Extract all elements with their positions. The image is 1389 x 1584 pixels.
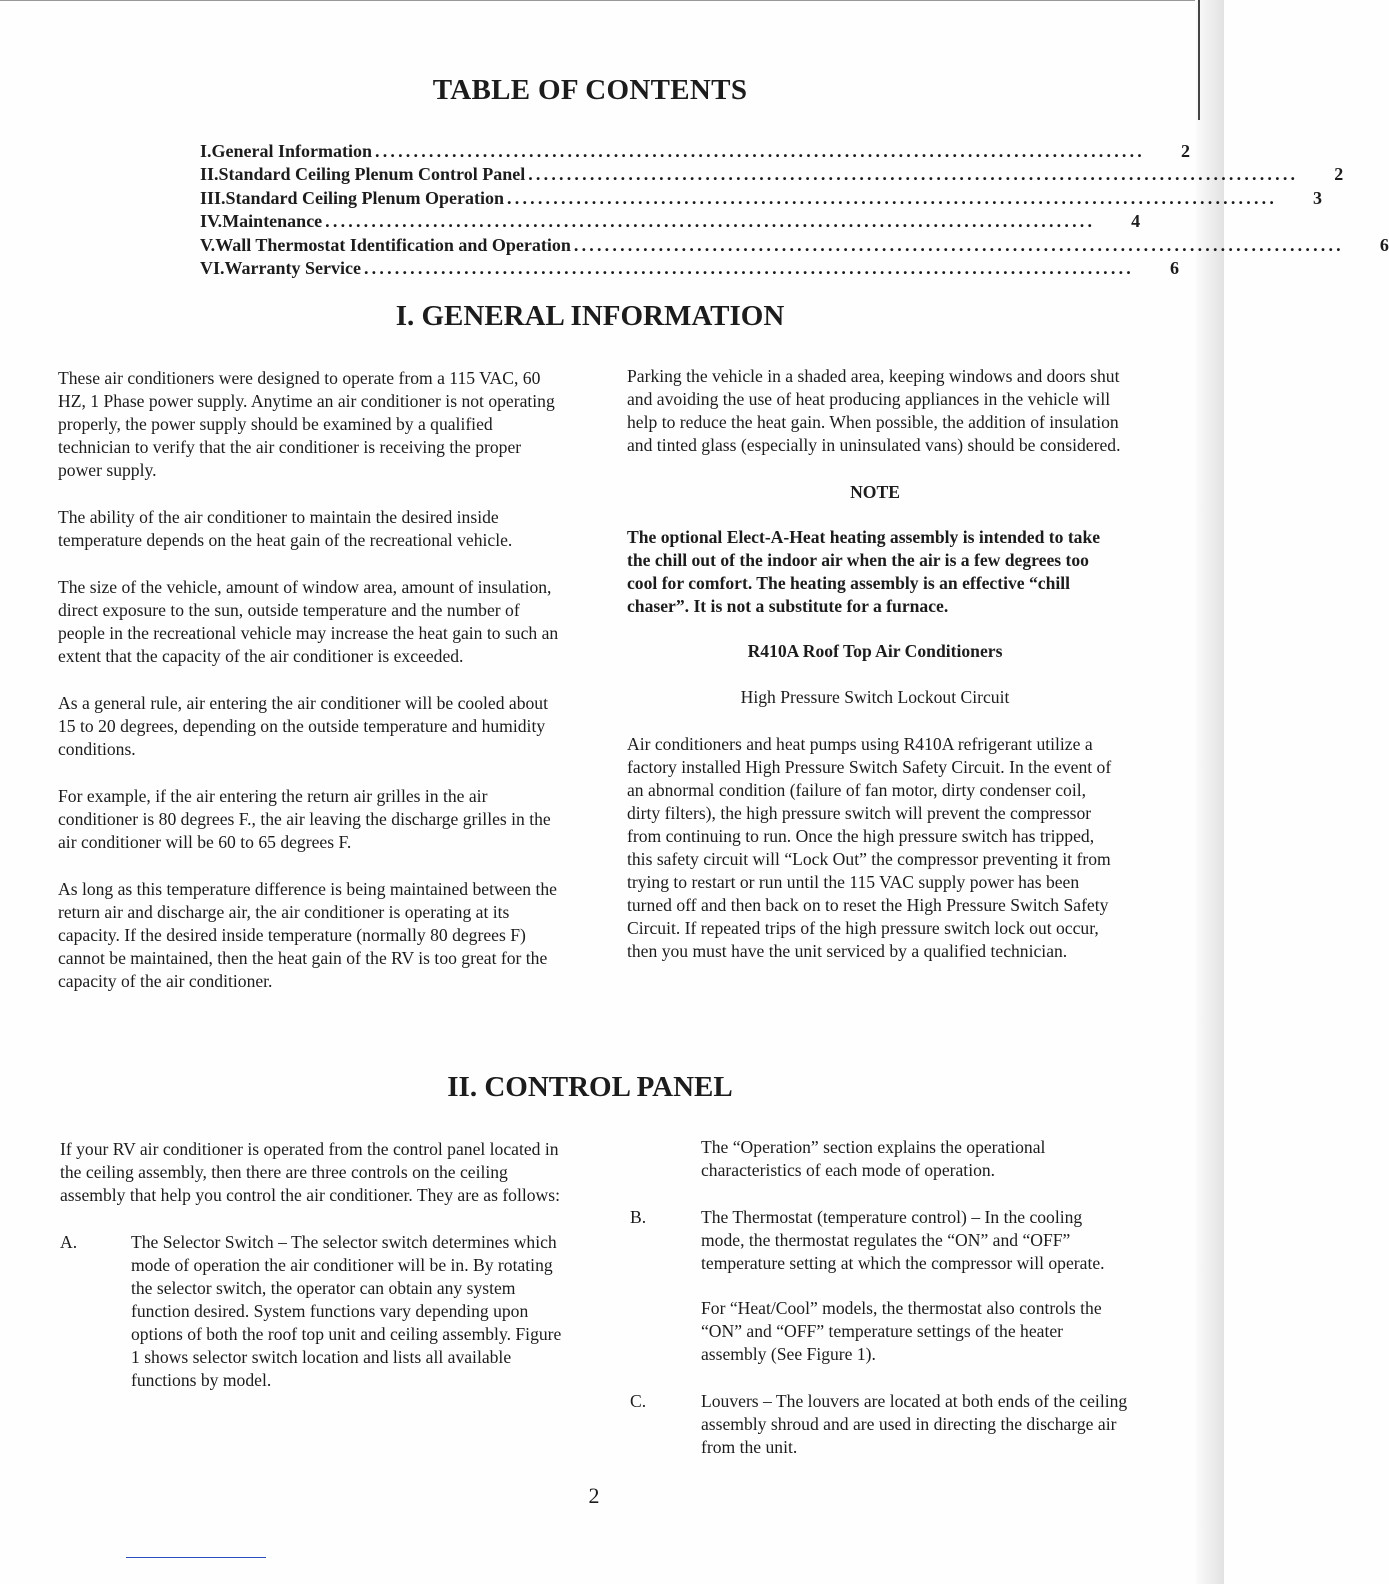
- toc-entry-number: V.: [200, 234, 216, 255]
- general-info-left-column: [58, 367, 563, 1017]
- toc-entry-title: General Information: [211, 141, 372, 161]
- control-item-c: [630, 1390, 1130, 1459]
- paragraph: The “Operation” section explains the operational characteristics of each mode of operation.: [701, 1137, 1046, 1180]
- paragraph: For example, if the air entering the return air grilles in the air conditioner is 80 degrees F., the air leaving the discharge grilles in the air conditioner will be 60 to 65 degrees F.: [58, 786, 551, 852]
- paragraph: Parking the vehicle in a shaded area, keeping windows and doors shut and avoiding the use of heat producing appliances in the vehicle will help to reduce the heat gain. When possible, the addition of insulation and tinted glass (especially in uninsulated vans) should be considered.: [627, 366, 1121, 455]
- control-panel-left-column: [60, 1138, 565, 1392]
- paragraph: Air conditioners and heat pumps using R410A refrigerant utilize a factory installed High Pressure Switch Safety Circuit. In the event of an abnormal condition (failure of fan motor, dirty condenser coil, dirty filters), the high pressure switch will prevent the compressor from continuing to run. Once the high pressure switch has tripped, this safety circuit will “Lock Out” the compressor preventing it from trying to restart or run until the 115 VAC supply power has been turned off and then back on to reset the High Pressure Switch Safety Circuit. If repeated trips of the high pressure switch lock out occur, then you must have the unit serviced by a qualified technician.: [627, 734, 1112, 961]
- toc-leader-dots: ....................................................................................................: [573, 234, 1344, 255]
- item-text: The Selector Switch – The selector switch determines which mode of operation the air conditioner will be in. By rotating the selector switch, the operator can obtain any system function desired. System functions vary depending upon options of both the roof top unit and ceiling assembly. Figure 1 shows selector switch location and lists all available functions by model.: [131, 1232, 562, 1390]
- toc-entry-title: Maintenance: [222, 211, 323, 232]
- footnote-rule: [126, 1557, 266, 1558]
- item-letter: C.: [630, 1391, 647, 1411]
- toc-entry[interactable]: [200, 211, 1141, 234]
- toc-entry-page: 2: [1334, 164, 1344, 185]
- section-heading-control-panel: II. CONTROL PANEL: [447, 1071, 733, 1103]
- toc-entry[interactable]: [200, 257, 1179, 281]
- paragraph: If your RV air conditioner is operated from the control panel located in the ceiling assembly, then there are three controls on the ceiling assembly that help you control the air conditioner. They are as follows:: [60, 1139, 560, 1205]
- toc-leader-dots: ....................................................................................................: [325, 211, 1096, 232]
- page-edge-mark: [1198, 0, 1200, 120]
- toc-entry-page: 2: [1181, 141, 1190, 161]
- paragraph: As a general rule, air entering the air conditioner will be cooled about 15 to 20 degrees, depending on the outside temperature and humidity conditions.: [58, 693, 548, 759]
- paragraph: The ability of the air conditioner to maintain the desired inside temperature depends on the heat gain of the recreational vehicle.: [58, 507, 513, 550]
- toc-entry-page: 6: [1379, 234, 1389, 255]
- item-letter: B.: [630, 1207, 647, 1227]
- toc-entry[interactable]: [200, 164, 1344, 187]
- toc-title: TABLE OF CONTENTS: [432, 74, 748, 106]
- toc-entry-page: 6: [1169, 257, 1179, 278]
- control-item-b: [630, 1206, 1130, 1275]
- r410a-subheading: High Pressure Switch Lockout Circuit: [740, 687, 1010, 707]
- toc-leader-dots: ....................................................................................................: [528, 164, 1299, 185]
- note-body: The optional Elect-A-Heat heating assembly is intended to take the chill out of the indoor air when the air is a few degrees too cool for comfort. The heating assembly is an effective “chill chaser”. It is not a substitute for a furnace.: [627, 527, 1101, 616]
- toc-entry[interactable]: [200, 234, 1389, 258]
- top-edge-line: [0, 0, 1195, 1]
- toc-entry-number: I.: [200, 141, 212, 161]
- r410a-heading: R410A Roof Top Air Conditioners: [747, 641, 1003, 661]
- toc-entry-title: Wall Thermostat Identification and Operation: [215, 234, 571, 255]
- paragraph: As long as this temperature difference is being maintained between the return air and discharge air, the air conditioner is operating at its capacity. If the desired inside temperature (normally 80 degrees F) cannot be maintained, then the heat gain of the RV is too great for the capacity of the air conditioner.: [58, 879, 557, 991]
- paragraph: These air conditioners were designed to operate from a 115 VAC, 60 HZ, 1 Phase power supply. Anytime an air conditioner is not operating properly, the power supply should be examined by a qualified technician to verify that the air conditioner is receiving the proper power supply.: [58, 368, 555, 480]
- section-heading-general-information: I. GENERAL INFORMATION: [395, 300, 785, 332]
- toc-leader-dots: ....................................................................................................: [363, 257, 1134, 278]
- toc-entry-title: Standard Ceiling Plenum Control Panel: [218, 164, 526, 185]
- toc-entry-page: 4: [1131, 211, 1141, 232]
- table-of-contents: [200, 141, 1389, 281]
- general-info-right-column: [627, 365, 1123, 987]
- control-panel-right-column: [630, 1136, 1130, 1459]
- item-text: The Thermostat (temperature control) – In the cooling mode, the thermostat regulates the “ON” and “OFF” temperature setting at which the compressor will operate.: [701, 1207, 1105, 1273]
- toc-entry-number: III.: [200, 187, 226, 208]
- toc-entry-number: IV.: [200, 211, 223, 232]
- page-number: 2: [588, 1483, 600, 1508]
- control-item-a: [60, 1231, 565, 1392]
- toc-entry-page: 3: [1313, 187, 1323, 208]
- paragraph: For “Heat/Cool” models, the thermostat also controls the “ON” and “OFF” temperature settings of the heater assembly (See Figure 1).: [701, 1298, 1102, 1364]
- toc-entry[interactable]: [200, 187, 1323, 211]
- paragraph: The size of the vehicle, amount of window area, amount of insulation, direct exposure to the sun, outside temperature and the number of people in the recreational vehicle may increase the heat gain to such an extent that the capacity of the air conditioner is exceeded.: [58, 577, 559, 666]
- toc-entry[interactable]: [200, 141, 1190, 164]
- toc-leader-dots: ....................................................................................................: [375, 141, 1145, 161]
- toc-entry-title: Standard Ceiling Plenum Operation: [225, 187, 505, 208]
- toc-entry-number: VI.: [200, 257, 225, 278]
- toc-entry-number: II.: [200, 164, 219, 185]
- item-text: Louvers – The louvers are located at both ends of the ceiling assembly shroud and are used in directing the discharge air from the unit.: [701, 1391, 1128, 1457]
- toc-entry-title: Warranty Service: [224, 257, 361, 278]
- note-heading: NOTE: [850, 482, 900, 502]
- item-letter: A.: [60, 1232, 78, 1252]
- toc-leader-dots: ....................................................................................................: [507, 187, 1278, 208]
